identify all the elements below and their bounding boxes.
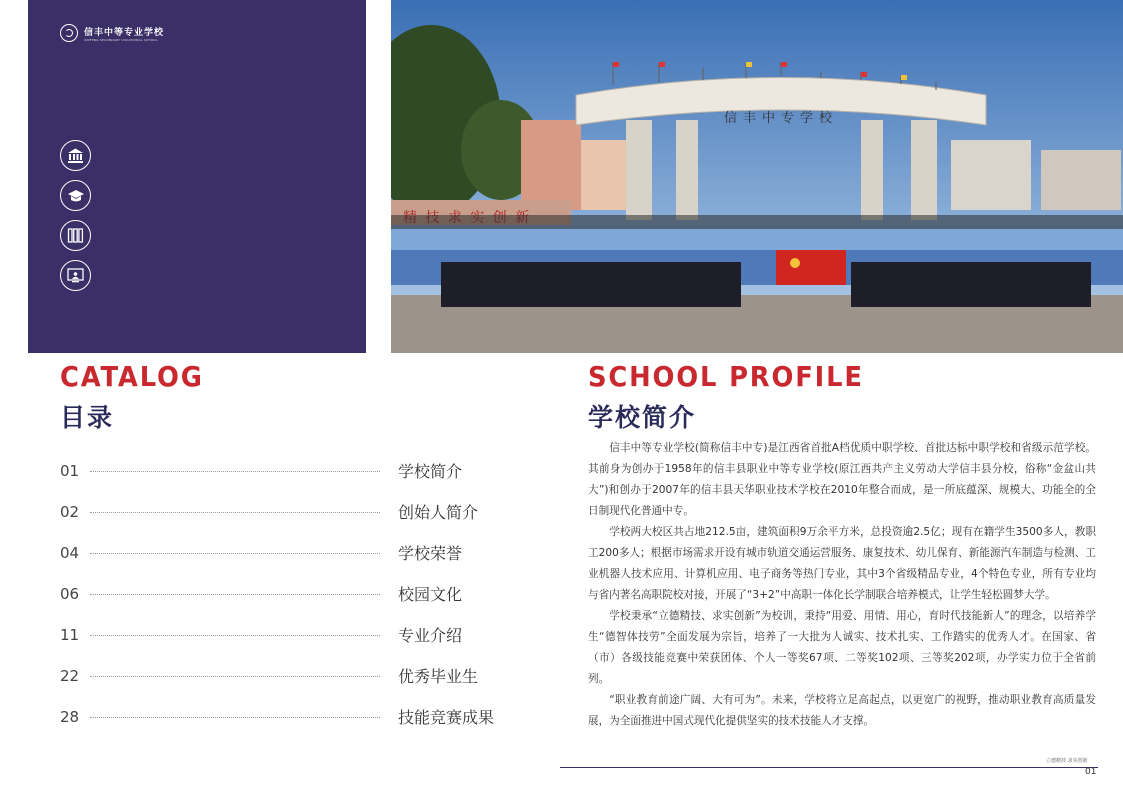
- toc-item[interactable]: [60, 532, 500, 573]
- toc-item[interactable]: [60, 655, 500, 696]
- profile-title-cn: 学校简介: [588, 403, 697, 432]
- toc-page-number: 22: [60, 666, 80, 685]
- toc-title: 学校荣誉: [398, 544, 463, 563]
- toc-item[interactable]: [60, 491, 500, 532]
- footer-motto: 立德精技 求实创新: [1046, 758, 1088, 764]
- toc-leader-line: [90, 553, 380, 554]
- page-number: 01: [1085, 767, 1097, 777]
- footer-rule: [560, 767, 1098, 768]
- toc-page-number: 01: [60, 461, 80, 480]
- gate-sign: 信丰中专学校: [723, 111, 839, 126]
- toc-page-number: 11: [60, 625, 80, 644]
- toc-title: 专业介绍: [398, 626, 463, 645]
- toc-leader-line: [90, 717, 380, 718]
- toc-leader-line: [90, 594, 380, 595]
- toc-item[interactable]: [60, 573, 500, 614]
- toc-page-number: 06: [60, 584, 80, 603]
- profile-paragraph: “职业教育前途广阔、大有可为”。未来，学校将立足高起点，以更宽广的视野，推动职业教育高质量发展，为全面推进中国式现代化提供坚实的技术技能人才支撑。: [588, 694, 1096, 727]
- toc-leader-line: [90, 512, 380, 513]
- school-logo: [60, 24, 164, 42]
- toc-page-number: 04: [60, 543, 80, 562]
- toc-item[interactable]: [60, 696, 500, 737]
- graduation-cap-icon: [60, 180, 91, 211]
- catalog-title-cn: 目录: [60, 403, 115, 432]
- toc-item[interactable]: [60, 450, 500, 491]
- toc-item[interactable]: [60, 614, 500, 655]
- books-icon: [60, 220, 91, 251]
- toc-page-number: 02: [60, 502, 80, 521]
- school-gate-photo: [391, 0, 1123, 353]
- institution-icon: [60, 140, 91, 171]
- logo-name-cn: 信丰中等专业学校: [84, 27, 165, 38]
- toc-title: 技能竞赛成果: [398, 708, 495, 727]
- side-panel: [28, 0, 366, 353]
- profile-paragraph: 信丰中等专业学校(简称信丰中专)是江西省首批A档优质中职学校、首批达标中职学校和省级示范学校。其前身为创办于1958年的信丰县职业中等专业学校(原江西共产主义劳动大学信丰县分校，俗称“金盆山共大”)和创办于2007年的信丰县天华职业技术学校在2010年整合而成，是一所底蕴深、规模大、功能全的全日制现代化普通中专。: [588, 442, 1096, 517]
- toc-leader-line: [90, 676, 380, 677]
- presentation-icon: [60, 260, 91, 291]
- profile-paragraph: 学校两大校区共占地212.5亩，建筑面积9万余平方米，总投资逾2.5亿；现有在籍学生3500多人，教职工200多人；根据市场需求开设有城市轨道交通运营服务、康复技术、幼儿保育、新能源汽车制造与检测、工业机器人技术应用、计算机应用、电子商务等热门专业，其中3个省级精品专业，4个特色专业，所有专业均与省内著名高职院校对接，开展了“3+2”中高职一体化长学制联合培养模式，让学生轻松圆梦大学。: [588, 526, 1096, 601]
- icon-column: [60, 140, 91, 291]
- toc-leader-line: [90, 635, 380, 636]
- catalog-title-en: CATALOG: [60, 360, 204, 393]
- profile-body: [588, 438, 1096, 732]
- logo-emblem-icon: [60, 24, 78, 42]
- toc-title: 创始人简介: [398, 503, 479, 522]
- toc-leader-line: [90, 471, 380, 472]
- logo-name-en: XINFENG SECONDARY VOCATIONAL SCHOOL: [84, 37, 158, 42]
- table-of-contents: [60, 450, 500, 737]
- toc-title: 校园文化: [398, 585, 463, 604]
- profile-title-en: SCHOOL PROFILE: [588, 360, 864, 393]
- toc-page-number: 28: [60, 707, 80, 726]
- toc-title: 优秀毕业生: [398, 667, 479, 686]
- toc-title: 学校简介: [398, 462, 463, 481]
- profile-paragraph: 学校秉承“立德精技、求实创新”为校训，秉持“用爱、用情、用心，育时代技能新人”的理念，以培养学生“德智体技劳”全面发展为宗旨，培养了一大批为人诚实、技术扎实、工作踏实的优秀人才。在国家、省（市）各级技能竞赛中荣获团体、个人一等奖67项、二等奖102项、三等奖202项，办学实力位于全省前列。: [588, 610, 1096, 685]
